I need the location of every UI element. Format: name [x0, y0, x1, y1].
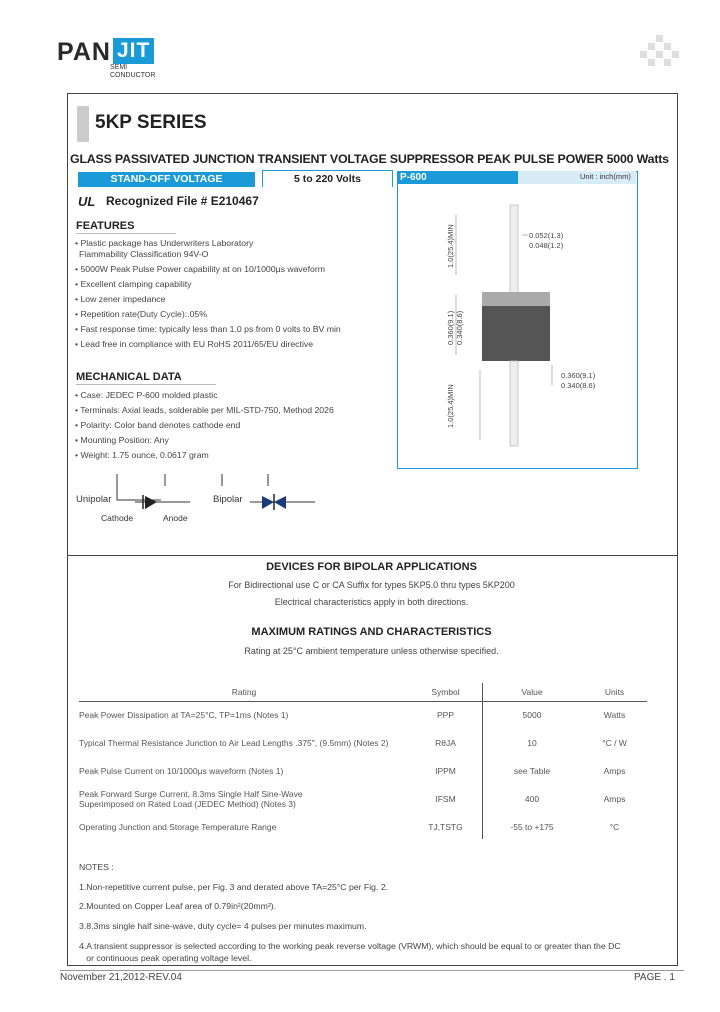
decorative-squares	[640, 35, 680, 71]
footer-page: PAGE . 1	[634, 972, 675, 983]
feature-item: • Repetition rate(Duty Cycle):.05%	[75, 309, 207, 319]
mechanical-item: • Weight: 1.75 ounce, 0.0617 gram	[75, 450, 209, 460]
header-units: Units	[604, 687, 625, 697]
feature-item: Flammability Classification 94V-O	[79, 249, 209, 259]
ul-icon: UL	[78, 194, 96, 209]
cell-symbol: RθJA	[435, 738, 456, 748]
standoff-voltage-value: 5 to 220 Volts	[262, 170, 393, 187]
cell-symbol: TJ,TSTG	[428, 822, 463, 832]
cell-rating: Peak Pulse Current on 10/1000μs waveform (Notes 1)	[79, 766, 284, 776]
feature-item: • Low zener impedance	[75, 294, 166, 304]
mechanical-item: • Mounting Position: Any	[75, 435, 169, 445]
features-underline	[76, 233, 176, 234]
package-name: P-600	[397, 171, 518, 184]
recognized-file: Recognized File # E210467	[106, 194, 259, 208]
note-item: 4.A transient suppressor is selected according to the working peak reverse voltage (VRWM), which should be equal to or greater than the DC	[79, 941, 621, 951]
anode-label: Anode	[163, 513, 188, 523]
page-title: 5KP SERIES	[95, 112, 207, 133]
cell-rating: Operating Junction and Storage Temperature Range	[79, 822, 277, 832]
note-item: 1.Non-repetitive current pulse, per Fig. 3 and derated above TA=25°C per Fig. 2.	[79, 882, 389, 892]
cathode-label: Cathode	[101, 513, 134, 523]
table-row	[79, 785, 647, 813]
notes-heading: NOTES :	[79, 862, 114, 872]
table-row	[79, 701, 647, 729]
section-divider	[67, 555, 677, 556]
title-accent-bar	[77, 106, 89, 142]
feature-item: • Lead free in compliance with EU RoHS 2011/65/EU directive	[75, 339, 314, 349]
note-item: or continuous peak operating voltage level.	[79, 953, 252, 963]
note-item: 3.8.3ms single half sine-wave, duty cycle= 4 pulses per minutes maximum.	[79, 921, 367, 931]
lead-length-bottom: 1.0(25.4)MIN	[446, 384, 455, 428]
body-diameter-2: 0.340(8.6)	[561, 381, 596, 390]
mechanical-item: • Polarity: Color band denotes cathode end	[75, 420, 241, 430]
brand-logo-jit: JIT	[113, 38, 154, 64]
bipolar-line2: Electrical characteristics apply in both directions.	[274, 597, 469, 607]
features-list	[75, 238, 341, 350]
table-row	[79, 729, 647, 757]
lead-length-top: 1.0(25.4)MIN	[446, 224, 455, 268]
ratings-heading: MAXIMUM RATINGS AND CHARACTERISTICS	[251, 626, 492, 638]
note-item: 2.Mounted on Copper Leaf area of 0.79in²(20mm²).	[79, 901, 277, 911]
product-headline: GLASS PASSIVATED JUNCTION TRANSIENT VOLTAGE SUPPRESSOR PEAK PULSE POWER 5000 Watts	[70, 152, 669, 166]
brand-logo-pan: PAN	[57, 38, 111, 66]
cell-symbol: PPP	[436, 710, 454, 720]
lead-diameter-1: 0.052(1.3)	[529, 231, 564, 240]
cell-units: Amps	[603, 766, 626, 776]
table-row	[79, 813, 647, 841]
mechanical-item: • Case: JEDEC P-600 molded plastic	[75, 390, 218, 400]
mechanical-item: • Terminals: Axial leads, solderable per MIL-STD-750, Method 2026	[75, 405, 334, 415]
brand-subtitle	[110, 64, 155, 80]
cell-symbol: IPPM	[435, 766, 456, 776]
ratings-table	[79, 683, 647, 841]
header-value: Value	[521, 687, 543, 697]
mechanical-list	[75, 390, 334, 461]
bipolar-heading: DEVICES FOR BIPOLAR APPLICATIONS	[266, 561, 477, 573]
cell-value: -55 to +175	[510, 822, 554, 832]
header-rating: Rating	[231, 687, 257, 697]
bipolar-line1: For Bidirectional use C or CA Suffix for types 5KP5.0 thru types 5KP200	[228, 580, 515, 590]
cell-value: 5000	[522, 710, 542, 720]
lead-diameter-2: 0.048(1.2)	[529, 241, 564, 250]
cell-units: °C / W	[602, 738, 627, 748]
mechanical-heading: MECHANICAL DATA	[76, 371, 182, 383]
cell-value: 10	[527, 738, 537, 748]
standoff-voltage-label: STAND-OFF VOLTAGE	[78, 172, 255, 187]
mechanical-underline	[76, 384, 216, 385]
body-length: 0.360(9.1) 0.340(8.6)	[446, 310, 464, 345]
bipolar-diode-icon	[220, 472, 320, 514]
feature-item: • Fast response time: typically less than 1.0 ps from 0 volts to BV min	[75, 324, 341, 334]
feature-item: • Plastic package has Underwriters Laboratory	[75, 238, 254, 248]
cell-units: Watts	[603, 710, 626, 720]
package-unit: Unit : inch(mm)	[580, 172, 631, 181]
header-symbol: Symbol	[431, 687, 460, 697]
brand-sub-line2: CONDUCTOR	[110, 72, 156, 79]
cell-symbol: IFSM	[435, 794, 456, 804]
cell-value: 400	[524, 794, 540, 804]
cell-units: °C	[609, 822, 620, 832]
brand-sub-line1: SEMI	[110, 64, 128, 71]
cell-rating: Peak Forward Surge Current, 8.3ms Single Half Sine-Wave Superimposed on Rated Load (JEDEC Method) (Notes 3)	[79, 789, 303, 809]
footer-revision: November 21,2012-REV.04	[60, 972, 182, 983]
feature-item: • 5000W Peak Pulse Power capability at on 10/1000μs waveform	[75, 264, 325, 274]
features-heading: FEATURES	[76, 220, 135, 232]
ratings-subtitle: Rating at 25°C ambient temperature unless otherwise specified.	[244, 646, 499, 656]
feature-item: • Excellent clamping capability	[75, 279, 192, 289]
unipolar-label: Unipolar	[76, 494, 112, 505]
bipolar-label: Bipolar	[213, 494, 243, 505]
footer-rule	[60, 970, 684, 971]
body-diameter-1: 0.360(9.1)	[561, 371, 596, 380]
cell-rating: Typical Thermal Resistance Junction to Air Lead Lengths .375", (9.5mm) (Notes 2)	[79, 738, 389, 748]
cell-units: Amps	[603, 794, 626, 804]
cell-value: see Table	[513, 766, 551, 776]
unipolar-diode-icon	[115, 472, 205, 514]
cell-rating: Peak Power Dissipation at TA=25°C, TP=1ms (Notes 1)	[79, 710, 289, 720]
table-header-row	[79, 683, 647, 701]
table-row	[79, 757, 647, 785]
